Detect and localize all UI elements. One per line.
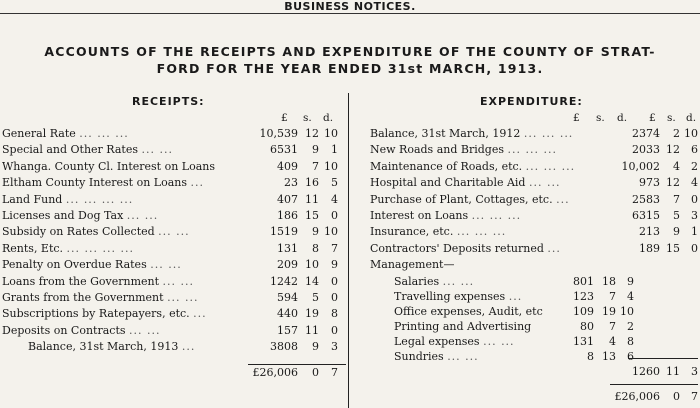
expenditure-row-label [370,257,620,273]
receipts-row-label-text: Loans from the Government [2,274,160,288]
expenditure-row-leader-dots: ... [556,192,570,206]
receipts-row-pounds: 131 [277,241,298,255]
receipts-row-pence: 9 [331,258,338,272]
management-row [348,334,700,350]
expenditure-row-shillings: 2 [673,127,680,140]
management-row-label-text: Legal expenses [394,335,480,348]
management-row [348,289,700,305]
receipts-row-shillings: 8 [312,241,319,255]
expenditure-row-pounds: 10,002 [621,159,660,173]
receipts-row-pence: 0 [331,291,338,304]
expenditure-row-shillings: 12 [666,176,680,190]
receipts-row-pounds: 3808 [270,340,298,354]
receipts-row-pence: 0 [331,274,338,288]
receipts-row-shillings: 11 [305,323,319,337]
receipts-row [0,208,348,224]
expenditure-row-label [370,159,620,175]
management-row-shillings: 19 [602,305,616,318]
expenditure-row-label-text: Insurance, etc. [370,225,454,239]
management-row-pounds: 109 [573,305,594,318]
management-total-shillings: 11 [666,365,680,378]
expenditure-inner-unit-pounds: £ [573,112,580,124]
expenditure-total-pence: 7 [691,390,698,403]
expenditure-row-pence: 10 [684,127,698,140]
expenditure-row-label-text: Contractors' Deposits returned [370,241,544,255]
receipts-row-label [2,142,242,158]
expenditure-row [348,159,700,175]
receipts-total [0,366,348,382]
expenditure-row-label [370,224,620,240]
receipts-row-pounds: 23 [284,176,298,190]
receipts-row-leader-dots: ... ... [126,209,159,222]
expenditure-row [348,224,700,240]
expenditure-row-pence: 4 [691,176,698,190]
receipts-row-shillings: 11 [305,192,319,206]
expenditure-outer-unit-pence: d. [686,112,697,124]
receipts-row [0,339,348,355]
receipts-row-label-text: Penalty on Overdue Rates [2,258,147,272]
receipts-row-pounds: 10,539 [259,127,298,140]
expenditure-row [348,142,700,158]
receipts-row-shillings: 7 [312,159,319,173]
receipts-row-shillings: 19 [305,307,319,321]
receipts-row-pence: 4 [331,192,338,206]
receipts-row-pence: 10 [324,225,338,239]
expenditure-row-label-text: Management— [370,258,455,272]
expenditure-row-label [370,175,620,191]
expenditure-row-leader-dots: ... [547,241,561,255]
expenditure-row-shillings: 7 [673,192,680,206]
receipts-total-shillings: 0 [312,366,319,379]
receipts-row-shillings: 12 [305,127,319,140]
receipts-row-label-text: Land Fund [2,192,63,206]
receipts-row-label [2,290,242,306]
receipts-row-label [2,257,242,273]
receipts-row-pence: 5 [331,176,338,190]
expenditure-row-label [370,241,620,257]
receipts-row [0,142,348,158]
expenditure-row [348,175,700,191]
management-row-pounds: 131 [573,335,594,348]
receipts-row-label-text: Subscriptions by Ratepayers, etc. [2,307,190,321]
expenditure-row-label [370,192,620,208]
expenditure-row-shillings: 5 [673,209,680,222]
receipts-row [0,175,348,191]
management-row-label-text: Office expenses, Audit, etc [394,305,543,318]
receipts-row-label-text: Balance, 31st March, 1913 [28,340,179,354]
management-row-pence: 4 [627,290,634,303]
receipts-row-shillings: 9 [312,340,319,354]
receipts-row-label [2,241,242,257]
receipts-row-label-text: Grants from the Government [2,291,164,304]
receipts-row-leader-dots: ... ... [162,274,195,288]
management-row-label-text: Salaries [394,275,440,288]
expenditure-row-label-text: New Roads and Bridges [370,143,504,157]
expenditure-row [348,241,700,257]
section-header [0,0,700,14]
receipts-row-leader-dots: ... ... [141,143,173,157]
receipts-row-label-text: Eltham County Interest on Loans [2,176,187,190]
expenditure-row-pounds: 2033 [632,143,660,157]
management-row-pence: 2 [627,320,634,333]
expenditure-row [348,126,700,142]
expenditure-outer-unit-pounds: £ [649,112,656,124]
management-row [348,274,700,290]
receipts-total-pence: 7 [331,366,338,379]
receipts-row-shillings: 10 [305,258,319,272]
receipts-row-label [2,224,242,240]
accounts-title-line-1: ACCOUNTS OF THE RECEIPTS AND EXPENDITURE OF THE COUNTY OF STRAT- [44,44,656,59]
expenditure-row-label [370,142,620,158]
receipts-row-leader-dots: ... [193,307,207,321]
management-row-shillings: 7 [609,320,616,333]
header-rule [0,13,700,14]
expenditure-row-pence: 2 [691,159,698,173]
expenditure-row [348,208,700,224]
receipts-row-label [2,274,242,290]
management-row-pence: 8 [627,335,634,348]
receipts-row-pounds: 594 [277,291,298,304]
expenditure-inner-unit-pence: d. [617,112,628,124]
expenditure-row-pounds: 6315 [632,209,660,222]
management-row-label-text: Printing and Advertising [394,320,532,333]
receipts-row-pounds: 440 [277,307,298,321]
management-row-pounds: 801 [573,275,594,288]
expenditure-row-leader-dots: ... ... ... [525,159,576,173]
receipts-total-pounds: £26,006 [252,366,298,379]
section-header-title: BUSINESS NOTICES. [284,0,416,13]
expenditure-row-label [370,126,620,142]
expenditure-row-label-text: Balance, 31st March, 1912 [370,127,521,140]
receipts-row-pence: 1 [331,143,338,157]
receipts-row-pence: 10 [324,127,338,140]
receipts-row-leader-dots: ... ... [150,258,182,272]
receipts-row-shillings: 9 [312,143,319,157]
management-row [348,349,700,365]
expenditure-row-pounds: 2583 [632,192,660,206]
expenditure-row-leader-dots: ... ... ... [456,225,507,239]
management-row-shillings: 4 [609,335,616,348]
receipts-row-shillings: 16 [305,176,319,190]
receipts-row-label [2,175,242,191]
management-row-pounds: 80 [580,320,594,333]
management-row-leader-dots: ... ... [483,335,515,348]
management-row [348,304,700,320]
expenditure-row-shillings: 15 [666,241,680,255]
receipts-row [0,159,348,175]
accounts-title [0,43,700,77]
accounts-title-line-2: FORD FOR THE YEAR ENDED 31st MARCH, 1913. [156,61,544,76]
expenditure-row-leader-dots: ... ... ... [471,209,522,222]
management-row-pence: 10 [620,305,634,318]
expenditure-total-rule [610,384,698,385]
receipts-row [0,257,348,273]
expenditure-row-shillings: 12 [666,143,680,157]
management-row-leader-dots: ... [508,290,523,303]
receipts-row-label-text: General Rate [2,127,76,140]
expenditure-row-label-text: Hospital and Charitable Aid [370,176,526,190]
receipts-row-label [2,192,242,208]
management-row-leader-dots: ... ... [447,350,479,363]
management-total-pence: 3 [691,365,698,378]
receipts-row-label-text: Subsidy on Rates Collected [2,225,155,239]
receipts-row-pence: 10 [324,159,338,173]
expenditure-row-pounds: 973 [639,176,660,190]
management-row [348,319,700,335]
management-row-shillings: 18 [602,275,616,288]
receipts-unit-shillings: s. [303,112,312,124]
receipts-row-label-text: Rents, Etc. [2,241,64,255]
expenditure-inner-unit-shillings: s. [596,112,605,124]
receipts-row-shillings: 9 [312,225,319,239]
management-row-pence: 9 [627,275,634,288]
management-row-leader-dots: ... ... [442,275,475,288]
receipts-row [0,126,348,142]
expenditure-row [348,192,700,208]
expenditure-outer-unit-shillings: s. [667,112,676,124]
receipts-row-label [2,323,242,339]
receipts-row-leader-dots: ... ... ... ... [65,192,134,206]
receipts-row-shillings: 15 [305,209,319,222]
management-row-label-text: Sundries [394,350,444,363]
receipts-row-pounds: 209 [277,258,298,272]
receipts-row-pounds: 6531 [270,143,298,157]
expenditure-row-pounds: 189 [639,241,660,255]
receipts-row-leader-dots: ... [190,176,204,190]
expenditure-row-pence: 3 [691,209,698,222]
receipts-row-leader-dots: ... ... ... ... [66,241,134,255]
receipts-row-label [2,159,242,175]
expenditure-row [348,257,700,273]
receipts-row [0,323,348,339]
expenditure-row-leader-dots: ... ... [528,176,561,190]
receipts-row-label-text: Licenses and Dog Tax [2,209,124,222]
receipts-row [0,290,348,306]
receipts-row-pence: 0 [331,323,338,337]
expenditure-row-pounds: 2374 [632,127,660,140]
receipts-row-leader-dots: ... ... [158,225,190,239]
receipts-row-pence: 8 [331,307,338,321]
management-total-pounds: 1260 [632,365,660,378]
receipts-row-leader-dots: ... ... [167,291,199,304]
receipts-row-label-text: Special and Other Rates [2,143,138,157]
receipts-unit-pence: d. [323,112,334,124]
management-row-shillings: 13 [602,350,616,363]
receipts-heading: RECEIPTS: [132,95,205,108]
expenditure-row-pounds: 213 [639,225,660,239]
receipts-row-pounds: 409 [277,159,298,173]
receipts-row-leader-dots: ... ... ... [79,127,129,140]
expenditure-row-leader-dots: ... ... ... [507,143,557,157]
receipts-row-pounds: 407 [277,192,298,206]
management-row-pence: 6 [627,350,634,363]
receipts-row-pounds: 1519 [270,225,298,239]
expenditure-row-label [370,208,620,224]
expenditure-total [348,390,700,406]
expenditure-total-pounds: £26,006 [614,390,660,403]
management-row-pounds: 123 [573,290,594,303]
expenditure-row-pence: 0 [691,241,698,255]
receipts-row-pounds: 1242 [270,274,298,288]
receipts-row-pounds: 186 [277,209,298,222]
expenditure-heading: EXPENDITURE: [480,95,583,108]
expenditure-row-label-text: Maintenance of Roads, etc. [370,159,523,173]
management-row-label-text: Travelling expenses [394,290,506,303]
receipts-total-rule [248,364,346,365]
expenditure-row-pence: 0 [691,192,698,206]
receipts-row-pounds: 157 [277,323,298,337]
receipts-row-pence: 0 [331,209,338,222]
receipts-row-label-text: Deposits on Contracts [2,323,126,337]
expenditure-row-pence: 1 [691,225,698,239]
expenditure-total-shillings: 0 [673,390,680,403]
receipts-row [0,241,348,257]
receipts-row-shillings: 5 [312,291,319,304]
receipts-row [0,306,348,322]
expenditure-row-pence: 6 [691,143,698,157]
expenditure-row-label-text: Interest on Loans [370,209,469,222]
receipts-row-shillings: 14 [305,274,319,288]
receipts-row-leader-dots: ... [181,340,196,354]
expenditure-row-shillings: 4 [673,159,680,173]
expenditure-row-shillings: 9 [673,225,680,239]
receipts-row-label [28,339,268,355]
expenditure-row-label-text: Purchase of Plant, Cottages, etc. [370,192,553,206]
receipts-row-label [2,126,242,142]
management-row-pounds: 8 [587,350,594,363]
receipts-row-label [2,306,242,322]
receipts-row [0,274,348,290]
receipts-row [0,224,348,240]
management-total-rule [628,358,698,359]
receipts-row-leader-dots: ... ... [129,323,161,337]
receipts-row-pence: 3 [331,340,338,354]
receipts-row [0,192,348,208]
receipts-row-label-text: Whanga. County Cl. Interest on Loans [2,159,216,173]
receipts-row-pence: 7 [331,241,338,255]
expenditure-row-leader-dots: ... ... ... [523,127,574,140]
receipts-unit-pounds: £ [281,112,288,124]
management-total [348,365,700,381]
management-row-shillings: 7 [609,290,616,303]
receipts-row-label [2,208,242,224]
